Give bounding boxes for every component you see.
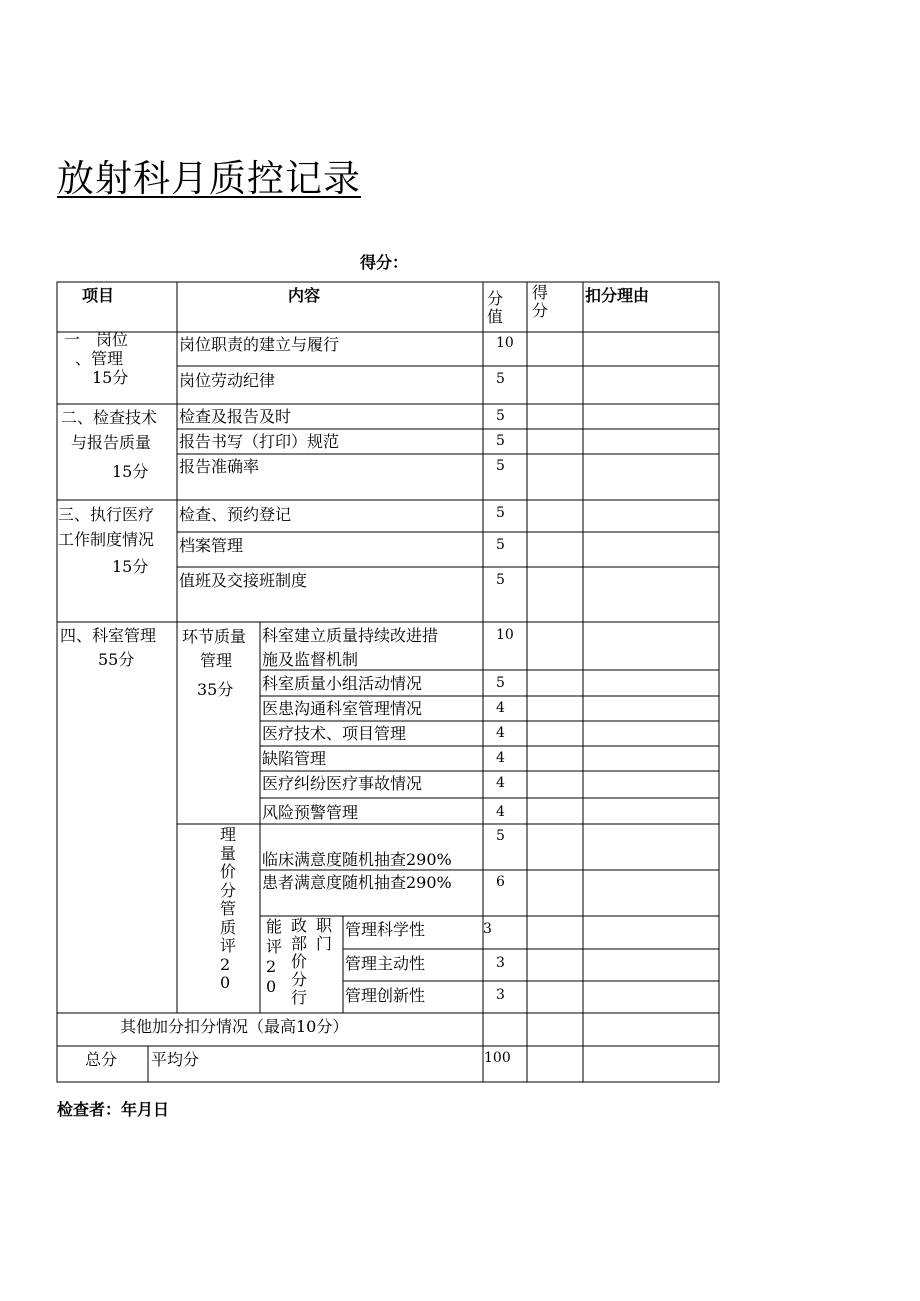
func-row1-points: 3 bbox=[483, 921, 492, 937]
sub1-row1-content-line2: 施及监督机制 bbox=[262, 650, 359, 669]
sub1-row4-points: 4 bbox=[496, 725, 505, 741]
section3-row2-content: 档案管理 bbox=[179, 536, 244, 555]
section1-row1-content: 岗位职责的建立与履行 bbox=[179, 335, 340, 354]
section3-label-line3: 15分 bbox=[112, 557, 149, 576]
func-label-col2: 政部价分行 bbox=[291, 916, 308, 1007]
section4-sub1-label-line2: 管理 bbox=[200, 651, 233, 670]
section1-label-line2: 、管理 bbox=[75, 349, 124, 368]
total-label: 总分 bbox=[85, 1050, 118, 1069]
section2-row1-points: 5 bbox=[496, 408, 505, 424]
section3-row1-content: 检查、预约登记 bbox=[179, 505, 292, 524]
section3-label-line2: 工作制度情况 bbox=[58, 530, 155, 549]
func-label-col3: 职门 bbox=[316, 916, 333, 953]
section4-sub1-label-line3: 35分 bbox=[197, 680, 234, 699]
sub1-row5-content: 缺陷管理 bbox=[262, 749, 327, 768]
section2-label-line1: 二、检查技术 bbox=[61, 408, 158, 427]
section2-row3-points: 5 bbox=[496, 458, 505, 474]
header-score: 得分 bbox=[532, 283, 549, 320]
sub1-row1-points: 10 bbox=[496, 627, 514, 643]
sub2-row1-points: 5 bbox=[496, 828, 505, 844]
sub2-row1-content: 临床满意度随机抽查290% bbox=[262, 850, 452, 869]
header-reason: 扣分理由 bbox=[585, 286, 650, 305]
page-title: 放射科月质控记录 bbox=[57, 157, 361, 200]
header-content: 内容 bbox=[288, 286, 321, 305]
section3-label-line1: 三、执行医疗 bbox=[58, 505, 155, 524]
section1-label-line3: 15分 bbox=[92, 368, 129, 387]
section1-row1-points: 10 bbox=[496, 335, 514, 351]
section1-row2-points: 5 bbox=[496, 371, 505, 387]
total-points: 100 bbox=[484, 1050, 511, 1066]
sub1-row5-points: 4 bbox=[496, 750, 505, 766]
section3-row3-points: 5 bbox=[496, 572, 505, 588]
section4-sub1-label-line1: 环节质量 bbox=[182, 627, 247, 646]
sub1-row3-content: 医患沟通科室管理情况 bbox=[262, 699, 423, 718]
section4-label-line1: 四、科室管理 bbox=[60, 626, 157, 645]
func-row3-points: 3 bbox=[496, 987, 505, 1003]
section2-label-line2: 与报告质量 bbox=[71, 433, 152, 452]
sub1-row6-points: 4 bbox=[496, 775, 505, 791]
header-points: 分值 bbox=[487, 289, 504, 326]
sub1-row6-content: 医疗纠纷医疗事故情况 bbox=[262, 774, 423, 793]
extra-label: 其他加分扣分情况（最高10分） bbox=[120, 1017, 349, 1036]
section3-row1-points: 5 bbox=[496, 505, 505, 521]
sub1-row4-content: 医疗技术、项目管理 bbox=[262, 724, 407, 743]
func-row3-content: 管理创新性 bbox=[345, 986, 426, 1005]
header-item: 项目 bbox=[82, 286, 115, 305]
sub1-row3-points: 4 bbox=[496, 700, 505, 716]
sub1-row7-content: 风险预警管理 bbox=[262, 803, 359, 822]
func-row2-points: 3 bbox=[496, 955, 505, 971]
section4-sub2-label: 理量价分管质评20 bbox=[220, 825, 237, 992]
sub1-row2-content: 科室质量小组活动情况 bbox=[262, 674, 423, 693]
sub1-row1-content-line1: 科室建立质量持续改进措 bbox=[262, 626, 439, 645]
section2-label-line3: 15分 bbox=[112, 462, 149, 481]
sub2-row2-content: 患者满意度随机抽查290% bbox=[262, 873, 452, 892]
section2-row3-content: 报告准确率 bbox=[179, 457, 260, 476]
func-row1-content: 管理科学性 bbox=[345, 920, 426, 939]
section3-row3-content: 值班及交接班制度 bbox=[179, 571, 308, 590]
sub1-row7-points: 4 bbox=[496, 804, 505, 820]
sub2-row2-points: 6 bbox=[496, 874, 505, 890]
sub1-row2-points: 5 bbox=[496, 675, 505, 691]
section2-row2-points: 5 bbox=[496, 433, 505, 449]
section2-row1-content: 检查及报告及时 bbox=[179, 407, 292, 426]
section2-row2-content: 报告书写（打印）规范 bbox=[179, 432, 340, 451]
section4-label-line2: 55分 bbox=[98, 650, 135, 669]
section3-row2-points: 5 bbox=[496, 537, 505, 553]
inspector-footer: 检查者：年月日 bbox=[57, 1100, 170, 1119]
func-row2-content: 管理主动性 bbox=[345, 954, 426, 973]
section1-label-line1: 一 岗位 bbox=[64, 330, 129, 349]
func-label-col1: 能评20 bbox=[266, 917, 283, 996]
section1-row2-content: 岗位劳动纪律 bbox=[179, 371, 276, 390]
score-label: 得分： bbox=[360, 253, 409, 272]
average-label: 平均分 bbox=[151, 1050, 200, 1069]
